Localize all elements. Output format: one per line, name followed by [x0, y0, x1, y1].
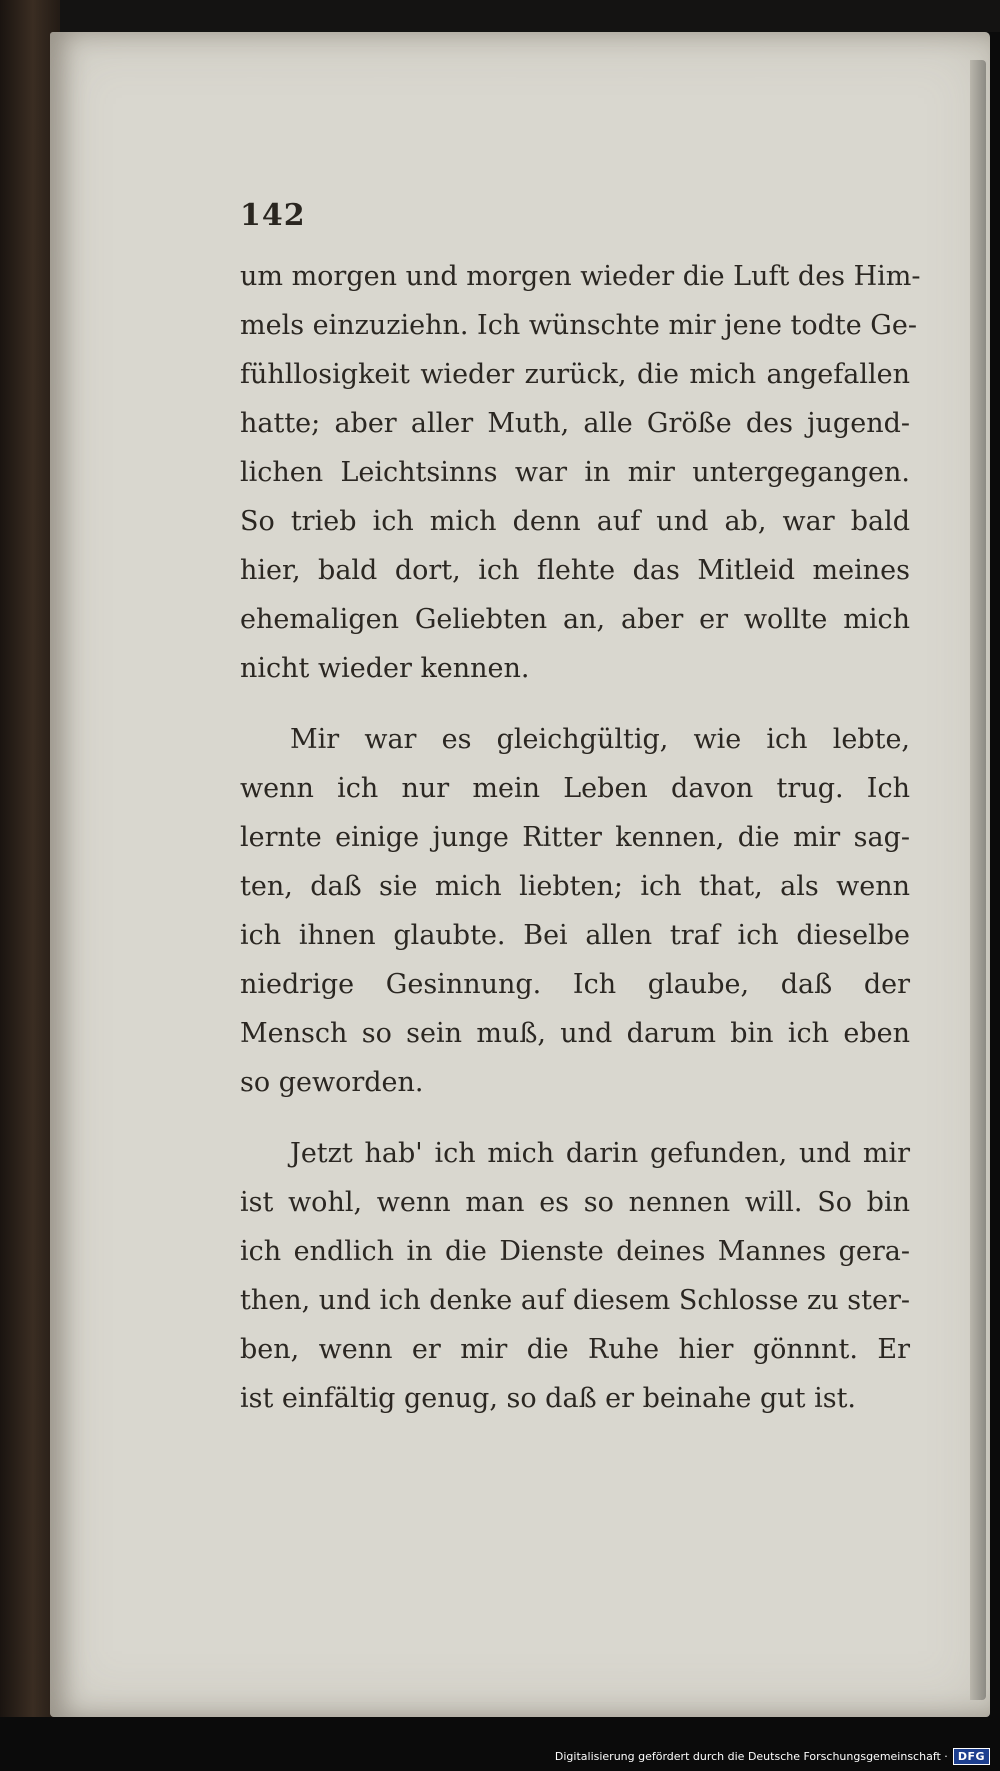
text-line: hier, bald dort, ich flehte das Mitleid meines: [240, 555, 910, 586]
text-line: ehemaligen Geliebten an, aber er wollte mich: [240, 604, 910, 635]
paragraph-gap: [240, 693, 910, 715]
paragraph-gap: [240, 1107, 910, 1129]
paragraph: [240, 1129, 910, 1423]
text-line: ist einfältig genug, so daß er beinahe gut ist.: [240, 1383, 857, 1414]
text-line: hatte; aber aller Muth, alle Größe des jugend-: [240, 408, 910, 439]
text-line: ben, wenn er mir die Ruhe hier gönnnt. Er: [240, 1334, 910, 1365]
text-line: Jetzt hab' ich mich darin gefunden, und mir: [290, 1138, 910, 1169]
text-line: mels einzuziehn. Ich wünschte mir jene todte Ge-: [240, 310, 917, 341]
page-number: 142: [240, 198, 306, 233]
text-line: ten, daß sie mich liebten; ich that, als wenn: [240, 871, 910, 902]
page-edge: [970, 60, 986, 1700]
text-line: niedrige Gesinnung. Ich glaube, daß der: [240, 969, 910, 1000]
text-line: so geworden.: [240, 1067, 424, 1098]
text-line: um morgen und morgen wieder die Luft des Him-: [240, 261, 921, 292]
scan-top-border: [0, 0, 1000, 32]
text-line: wenn ich nur mein Leben davon trug. Ich: [240, 773, 910, 804]
text-line: nicht wieder kennen.: [240, 653, 530, 684]
page-text: [240, 252, 921, 1423]
text-line: lichen Leichtsinns war in mir untergegangen.: [240, 457, 910, 488]
text-line: fühllosigkeit wieder zurück, die mich angefallen: [240, 359, 910, 390]
credit-text: Digitalisierung gefördert durch die Deutsche Forschungsgemeinschaft ·: [554, 1749, 948, 1763]
dfg-logo: DFG: [953, 1748, 990, 1765]
digitization-credit: [555, 1747, 990, 1765]
paragraph: [240, 715, 910, 1107]
text-line: ich endlich in die Dienste deines Mannes gera-: [240, 1236, 910, 1267]
text-line: Mensch so sein muß, und darum bin ich eben: [240, 1018, 910, 1049]
text-line: Mir war es gleichgültig, wie ich lebte,: [290, 724, 910, 755]
text-line: ist wohl, wenn man es so nennen will. So bin: [240, 1187, 910, 1218]
text-line: lernte einige junge Ritter kennen, die mir sag-: [240, 822, 910, 853]
text-line: So trieb ich mich denn auf und ab, war bald: [240, 506, 910, 537]
text-line: ich ihnen glaubte. Bei allen traf ich dieselbe: [240, 920, 910, 951]
text-line: then, und ich denke auf diesem Schlosse zu ster-: [240, 1285, 910, 1316]
paragraph: [240, 252, 921, 693]
